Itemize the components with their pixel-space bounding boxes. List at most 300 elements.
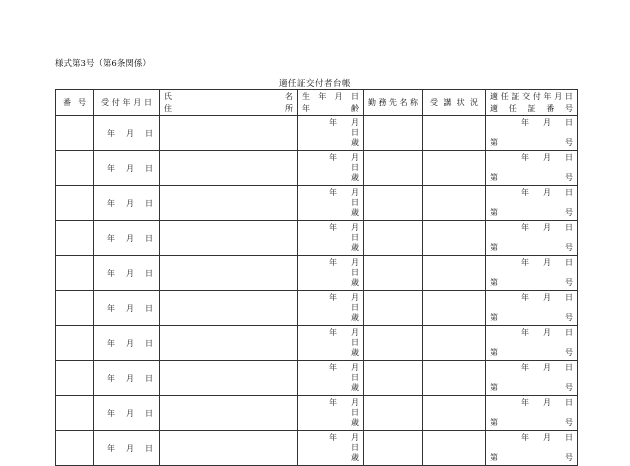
day-label: 日 bbox=[351, 303, 359, 312]
year-label: 年 bbox=[107, 373, 115, 383]
year-label: 年 bbox=[107, 233, 115, 243]
cert-date-line bbox=[490, 188, 573, 198]
cert-number-line bbox=[490, 278, 573, 288]
certificate-stack bbox=[486, 361, 577, 395]
certificate-stack bbox=[486, 221, 577, 255]
cell-birth-age bbox=[298, 326, 364, 361]
day-label: 日 bbox=[145, 408, 153, 418]
birth-age-stack bbox=[298, 186, 363, 220]
header-cert-number-char: 番 bbox=[546, 103, 555, 113]
birth-date-line bbox=[302, 118, 359, 138]
month-label: 月 bbox=[543, 188, 551, 197]
cell-issue-date bbox=[94, 396, 160, 431]
year-label: 年 bbox=[107, 443, 115, 453]
birth-age-stack bbox=[298, 256, 363, 290]
age-label: 歳 bbox=[351, 278, 359, 287]
birth-date-line bbox=[302, 223, 359, 243]
year-label: 年 bbox=[107, 268, 115, 278]
month-label: 月 bbox=[351, 398, 359, 407]
age-label: 歳 bbox=[351, 138, 359, 147]
age-line bbox=[302, 208, 359, 218]
table-row bbox=[56, 291, 578, 326]
header-workplace bbox=[364, 90, 423, 116]
year-label: 年 bbox=[521, 118, 529, 127]
age-label: 歳 bbox=[351, 383, 359, 392]
header-cert-number-char: 適 bbox=[490, 103, 498, 113]
cert-date-line bbox=[490, 223, 573, 233]
cert-suffix-label: 号 bbox=[565, 173, 573, 182]
day-label: 日 bbox=[351, 128, 359, 137]
cert-number-line bbox=[490, 453, 573, 463]
header-certificate bbox=[486, 90, 578, 116]
year-label: 年 bbox=[521, 398, 529, 407]
cell-name-address bbox=[160, 256, 298, 291]
cell-name-address bbox=[160, 361, 298, 396]
header-address-label: 住 bbox=[164, 103, 172, 113]
month-label: 月 bbox=[351, 363, 359, 372]
year-label: 年 bbox=[521, 258, 529, 267]
age-label: 歳 bbox=[351, 208, 359, 217]
month-label: 月 bbox=[126, 303, 134, 313]
header-issue-date-char: 付 bbox=[111, 98, 120, 107]
cell-name-address bbox=[160, 221, 298, 256]
month-label: 月 bbox=[543, 398, 551, 407]
cell-name-address bbox=[160, 151, 298, 186]
month-label: 月 bbox=[351, 223, 359, 232]
age-line bbox=[302, 138, 359, 148]
cert-suffix-label: 号 bbox=[565, 348, 573, 357]
birth-age-stack bbox=[298, 116, 363, 150]
cell-workplace bbox=[364, 396, 423, 431]
day-label: 日 bbox=[351, 373, 359, 382]
cell-number bbox=[56, 291, 94, 326]
year-label: 年 bbox=[521, 293, 529, 302]
year-label: 年 bbox=[107, 128, 115, 138]
day-label: 日 bbox=[565, 433, 573, 442]
cell-number bbox=[56, 326, 94, 361]
cert-suffix-label: 号 bbox=[565, 208, 573, 217]
cell-workplace bbox=[364, 326, 423, 361]
header-cert-date-char: 交 bbox=[522, 91, 531, 101]
cell-certificate bbox=[486, 186, 578, 221]
month-label: 月 bbox=[543, 118, 551, 127]
header-birth-char: 年 bbox=[318, 91, 327, 101]
year-label: 年 bbox=[329, 118, 337, 127]
cert-number-line bbox=[490, 313, 573, 323]
table-row bbox=[56, 256, 578, 291]
cell-workplace bbox=[364, 431, 423, 466]
birth-age-stack bbox=[298, 361, 363, 395]
month-label: 月 bbox=[126, 128, 134, 138]
header-name-address bbox=[160, 90, 298, 116]
cert-prefix-label: 第 bbox=[490, 278, 498, 287]
birth-age-stack bbox=[298, 291, 363, 325]
birth-date-line bbox=[302, 258, 359, 278]
age-line bbox=[302, 243, 359, 253]
year-label: 年 bbox=[329, 328, 337, 337]
day-label: 日 bbox=[565, 188, 573, 197]
cell-birth-age bbox=[298, 221, 364, 256]
day-label: 日 bbox=[565, 293, 573, 302]
header-workplace-char: 称 bbox=[410, 98, 418, 107]
header-issue-date-char: 日 bbox=[144, 98, 152, 107]
header-issue-date bbox=[94, 90, 160, 116]
certificate-stack bbox=[486, 326, 577, 360]
day-label: 日 bbox=[351, 198, 359, 207]
year-label: 年 bbox=[329, 188, 337, 197]
year-label: 年 bbox=[329, 363, 337, 372]
day-label: 日 bbox=[351, 408, 359, 417]
cert-date-line bbox=[490, 118, 573, 128]
header-birth-char: 月 bbox=[334, 91, 343, 101]
cell-workplace bbox=[364, 151, 423, 186]
cert-suffix-label: 号 bbox=[565, 453, 573, 462]
cert-date-line bbox=[490, 328, 573, 338]
birth-date-line bbox=[302, 328, 359, 348]
cell-course-status bbox=[423, 151, 486, 186]
cell-number bbox=[56, 256, 94, 291]
day-label: 日 bbox=[145, 373, 153, 383]
table-row bbox=[56, 151, 578, 186]
age-label: 歳 bbox=[351, 243, 359, 252]
cell-course-status bbox=[423, 396, 486, 431]
year-label: 年 bbox=[107, 408, 115, 418]
ledger-table bbox=[55, 89, 578, 466]
cell-certificate bbox=[486, 116, 578, 151]
header-workplace-char: 務 bbox=[378, 98, 387, 107]
cell-workplace bbox=[364, 291, 423, 326]
cert-prefix-label: 第 bbox=[490, 453, 498, 462]
birth-date-line bbox=[302, 433, 359, 453]
year-label: 年 bbox=[329, 223, 337, 232]
cert-number-line bbox=[490, 138, 573, 148]
cell-birth-age bbox=[298, 396, 364, 431]
header-address-label-end: 所 bbox=[285, 103, 293, 113]
month-label: 月 bbox=[351, 433, 359, 442]
day-label: 日 bbox=[565, 398, 573, 407]
cert-date-line bbox=[490, 153, 573, 163]
day-label: 日 bbox=[351, 268, 359, 277]
day-label: 日 bbox=[565, 328, 573, 337]
cell-name-address bbox=[160, 326, 298, 361]
cell-birth-age bbox=[298, 116, 364, 151]
header-number-char: 号 bbox=[78, 98, 86, 107]
header-cert-date-char: 月 bbox=[554, 91, 563, 101]
cell-birth-age bbox=[298, 186, 364, 221]
year-label: 年 bbox=[107, 198, 115, 208]
cert-suffix-label: 号 bbox=[565, 313, 573, 322]
header-cert-date-char: 任 bbox=[500, 91, 509, 101]
day-label: 日 bbox=[565, 118, 573, 127]
age-line bbox=[302, 383, 359, 393]
header-cert-number-char: 号 bbox=[565, 103, 573, 113]
day-label: 日 bbox=[565, 363, 573, 372]
cell-birth-age bbox=[298, 431, 364, 466]
day-label: 日 bbox=[565, 153, 573, 162]
header-name-label: 氏 bbox=[164, 91, 172, 101]
header-course-char: 況 bbox=[469, 98, 478, 107]
month-label: 月 bbox=[126, 163, 134, 173]
header-cert-date-char: 年 bbox=[543, 91, 552, 101]
year-label: 年 bbox=[329, 153, 337, 162]
age-line bbox=[302, 173, 359, 183]
year-label: 年 bbox=[521, 153, 529, 162]
cell-issue-date bbox=[94, 221, 160, 256]
month-label: 月 bbox=[351, 188, 359, 197]
certificate-stack bbox=[486, 431, 577, 465]
header-cert-number-char: 任 bbox=[508, 103, 517, 113]
cell-issue-date bbox=[94, 256, 160, 291]
age-label: 歳 bbox=[351, 173, 359, 182]
cell-workplace bbox=[364, 221, 423, 256]
header-birth-age bbox=[298, 90, 364, 116]
birth-age-stack bbox=[298, 221, 363, 255]
cert-prefix-label: 第 bbox=[490, 138, 498, 147]
month-label: 月 bbox=[543, 293, 551, 302]
header-course-status bbox=[423, 90, 486, 116]
day-label: 日 bbox=[145, 338, 153, 348]
birth-age-stack bbox=[298, 326, 363, 360]
age-label: 歳 bbox=[351, 313, 359, 322]
month-label: 月 bbox=[126, 373, 134, 383]
age-line bbox=[302, 418, 359, 428]
month-label: 月 bbox=[543, 328, 551, 337]
table-row bbox=[56, 396, 578, 431]
cert-suffix-label: 号 bbox=[565, 418, 573, 427]
year-label: 年 bbox=[521, 433, 529, 442]
cell-workplace bbox=[364, 116, 423, 151]
cert-prefix-label: 第 bbox=[490, 348, 498, 357]
header-cert-date-char: 日 bbox=[564, 91, 573, 101]
day-label: 日 bbox=[145, 163, 153, 173]
header-cert-date-char: 証 bbox=[511, 91, 520, 101]
age-label: 歳 bbox=[351, 453, 359, 462]
age-line bbox=[302, 348, 359, 358]
header-age-label-end: 齢 bbox=[351, 103, 359, 113]
cert-number-line bbox=[490, 208, 573, 218]
day-label: 日 bbox=[145, 198, 153, 208]
month-label: 月 bbox=[126, 233, 134, 243]
month-label: 月 bbox=[543, 258, 551, 267]
month-label: 月 bbox=[126, 338, 134, 348]
age-line bbox=[302, 313, 359, 323]
cell-course-status bbox=[423, 291, 486, 326]
year-label: 年 bbox=[521, 223, 529, 232]
header-course-char: 受 bbox=[430, 98, 438, 107]
cell-name-address bbox=[160, 431, 298, 466]
month-label: 月 bbox=[351, 258, 359, 267]
year-label: 年 bbox=[329, 398, 337, 407]
cell-name-address bbox=[160, 116, 298, 151]
cell-certificate bbox=[486, 361, 578, 396]
cell-certificate bbox=[486, 221, 578, 256]
year-label: 年 bbox=[107, 303, 115, 313]
certificate-stack bbox=[486, 116, 577, 150]
table-row bbox=[56, 361, 578, 396]
year-label: 年 bbox=[107, 163, 115, 173]
certificate-stack bbox=[486, 291, 577, 325]
header-row bbox=[56, 90, 578, 116]
year-label: 年 bbox=[329, 293, 337, 302]
certificate-stack bbox=[486, 396, 577, 430]
day-label: 日 bbox=[351, 338, 359, 347]
cell-issue-date bbox=[94, 291, 160, 326]
cell-number bbox=[56, 431, 94, 466]
day-label: 日 bbox=[145, 233, 153, 243]
header-birth-char: 生 bbox=[302, 91, 310, 101]
month-label: 月 bbox=[543, 433, 551, 442]
certificate-stack bbox=[486, 151, 577, 185]
header-cert-number-char: 証 bbox=[527, 103, 536, 113]
month-label: 月 bbox=[351, 118, 359, 127]
cert-prefix-label: 第 bbox=[490, 173, 498, 182]
age-line bbox=[302, 278, 359, 288]
day-label: 日 bbox=[351, 163, 359, 172]
cell-certificate bbox=[486, 396, 578, 431]
form-title: 適任証交付者台帳 bbox=[278, 79, 351, 89]
cell-course-status bbox=[423, 256, 486, 291]
year-label: 年 bbox=[521, 188, 529, 197]
cell-workplace bbox=[364, 256, 423, 291]
table-row bbox=[56, 221, 578, 256]
cell-course-status bbox=[423, 326, 486, 361]
header-age-label: 年 bbox=[302, 103, 310, 113]
year-label: 年 bbox=[329, 258, 337, 267]
header-cert-date-char: 適 bbox=[490, 91, 498, 101]
cell-name-address bbox=[160, 291, 298, 326]
day-label: 日 bbox=[565, 223, 573, 232]
month-label: 月 bbox=[126, 408, 134, 418]
cell-issue-date bbox=[94, 116, 160, 151]
birth-age-stack bbox=[298, 151, 363, 185]
day-label: 日 bbox=[351, 443, 359, 452]
header-number-char: 番 bbox=[63, 98, 71, 107]
cell-birth-age bbox=[298, 361, 364, 396]
day-label: 日 bbox=[565, 258, 573, 267]
cell-certificate bbox=[486, 291, 578, 326]
header-birth-char: 日 bbox=[350, 91, 359, 101]
day-label: 日 bbox=[145, 443, 153, 453]
cell-workplace bbox=[364, 186, 423, 221]
cell-course-status bbox=[423, 361, 486, 396]
cert-prefix-label: 第 bbox=[490, 313, 498, 322]
table-row bbox=[56, 431, 578, 466]
header-course-char: 講 bbox=[443, 98, 452, 107]
month-label: 月 bbox=[543, 153, 551, 162]
form-label: 様式第3号（第6条関係） bbox=[55, 59, 151, 69]
cert-date-line bbox=[490, 258, 573, 268]
cert-date-line bbox=[490, 398, 573, 408]
cert-prefix-label: 第 bbox=[490, 418, 498, 427]
header-number bbox=[56, 90, 94, 116]
cert-date-line bbox=[490, 433, 573, 443]
header-course-char: 状 bbox=[456, 98, 465, 107]
month-label: 月 bbox=[543, 223, 551, 232]
month-label: 月 bbox=[351, 153, 359, 162]
cell-number bbox=[56, 361, 94, 396]
header-issue-date-char: 年 bbox=[122, 98, 131, 107]
cert-number-line bbox=[490, 243, 573, 253]
day-label: 日 bbox=[351, 233, 359, 242]
cell-number bbox=[56, 221, 94, 256]
table-row bbox=[56, 116, 578, 151]
cert-suffix-label: 号 bbox=[565, 383, 573, 392]
table-row bbox=[56, 326, 578, 361]
header-issue-date-char: 受 bbox=[101, 98, 109, 107]
cell-name-address bbox=[160, 396, 298, 431]
birth-age-stack bbox=[298, 396, 363, 430]
cert-suffix-label: 号 bbox=[565, 278, 573, 287]
birth-date-line bbox=[302, 363, 359, 383]
month-label: 月 bbox=[351, 328, 359, 337]
certificate-stack bbox=[486, 186, 577, 220]
day-label: 日 bbox=[145, 303, 153, 313]
cert-number-line bbox=[490, 383, 573, 393]
birth-date-line bbox=[302, 293, 359, 313]
cell-number bbox=[56, 396, 94, 431]
cell-issue-date bbox=[94, 326, 160, 361]
cert-number-line bbox=[490, 173, 573, 183]
certificate-stack bbox=[486, 256, 577, 290]
month-label: 月 bbox=[126, 268, 134, 278]
age-label: 歳 bbox=[351, 418, 359, 427]
birth-age-stack bbox=[298, 431, 363, 465]
day-label: 日 bbox=[145, 128, 153, 138]
cell-number bbox=[56, 116, 94, 151]
month-label: 月 bbox=[351, 293, 359, 302]
header-issue-date-char: 月 bbox=[133, 98, 142, 107]
year-label: 年 bbox=[107, 338, 115, 348]
cell-course-status bbox=[423, 186, 486, 221]
cell-number bbox=[56, 151, 94, 186]
cert-prefix-label: 第 bbox=[490, 208, 498, 217]
month-label: 月 bbox=[543, 363, 551, 372]
cell-issue-date bbox=[94, 361, 160, 396]
year-label: 年 bbox=[521, 328, 529, 337]
cell-issue-date bbox=[94, 151, 160, 186]
cell-certificate bbox=[486, 151, 578, 186]
day-label: 日 bbox=[145, 268, 153, 278]
header-workplace-char: 勤 bbox=[368, 98, 376, 107]
birth-date-line bbox=[302, 398, 359, 418]
birth-date-line bbox=[302, 153, 359, 173]
cell-certificate bbox=[486, 431, 578, 466]
cell-number bbox=[56, 186, 94, 221]
table-row bbox=[56, 186, 578, 221]
cell-issue-date bbox=[94, 186, 160, 221]
header-name-label-end: 名 bbox=[285, 91, 293, 101]
cert-number-line bbox=[490, 418, 573, 428]
cell-birth-age bbox=[298, 151, 364, 186]
cert-date-line bbox=[490, 293, 573, 303]
age-line bbox=[302, 453, 359, 463]
cell-course-status bbox=[423, 116, 486, 151]
header-cert-date-char: 付 bbox=[532, 91, 541, 101]
cell-certificate bbox=[486, 326, 578, 361]
cell-name-address bbox=[160, 186, 298, 221]
cert-suffix-label: 号 bbox=[565, 138, 573, 147]
header-workplace-char: 先 bbox=[389, 98, 397, 107]
cell-course-status bbox=[423, 431, 486, 466]
cell-workplace bbox=[364, 361, 423, 396]
cert-prefix-label: 第 bbox=[490, 383, 498, 392]
birth-date-line bbox=[302, 188, 359, 208]
month-label: 月 bbox=[126, 443, 134, 453]
cell-issue-date bbox=[94, 431, 160, 466]
cell-certificate bbox=[486, 256, 578, 291]
cell-birth-age bbox=[298, 291, 364, 326]
year-label: 年 bbox=[329, 433, 337, 442]
